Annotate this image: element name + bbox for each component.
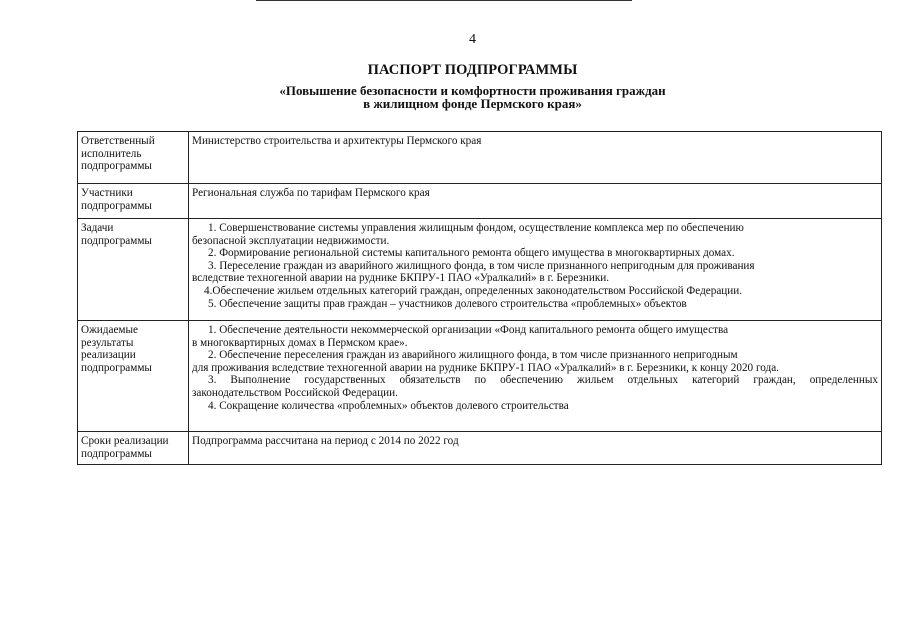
subtitle-line-2: в жилищном фонде Пермского края» [363,96,582,111]
task-item-3: 3. Переселение граждан из аварийного жилищного фонда, в том числе признанного непригодным для проживания [208,259,755,272]
task-item-4: 4.Обеспечение жильем отдельных категорий граждан, определенных законодательством Российской Федерации. [204,284,743,297]
task-item-1-cont: безопасной эксплуатации недвижимости. [192,234,390,247]
row-label-responsible: Ответственный исполнитель подпрограммы [78,132,189,184]
row-content-results [189,321,882,432]
row-content-tasks [189,219,882,321]
top-rule [256,0,632,1]
result-item-1-cont: в многоквартирных домах в Пермском крае». [192,336,408,349]
result-item-4: 4. Сокращение количества «проблемных» объектов долевого строительства [208,399,569,412]
task-item-2: 2. Формирование региональной системы капитального ремонта общего имущества в многоквартирных домах. [208,247,735,260]
row-label-tasks: Задачи подпрограммы [78,219,189,321]
row-content-responsible: Министерство строительства и архитектуры Пермского края [189,132,882,184]
row-label-timeline: Сроки реализации подпрограммы [78,432,189,465]
row-content-timeline: Подпрограмма рассчитана на период с 2014 по 2022 год [189,432,882,465]
result-item-2: 2. Обеспечение переселения граждан из аварийного жилищного фонда, в том числе признанного непригодным [208,349,738,362]
table-row-participants [78,184,882,219]
task-item-3-cont: вследствие техногенной аварии на руднике БКПРУ-1 ПАО «Уралкалий» в г. Березники. [192,272,610,285]
row-content-participants: Региональная служба по тарифам Пермского края [189,184,882,219]
result-item-3-cont: законодательством Российской Федерации. [192,386,398,399]
row-label-results: Ожидаемые результаты реализации подпрограммы [78,321,189,432]
result-item-3: 3. Выполнение государственных обязательств по обеспечению жильем отдельных категорий граждан, определенных [208,374,878,387]
result-item-1: 1. Обеспечение деятельности некоммерческой организации «Фонд капитального ремонта общего имущества [208,324,729,336]
table-row-tasks [78,219,882,321]
table-row-results [78,321,882,432]
document-subtitle [0,84,905,110]
page-number: 4 [469,32,476,47]
task-item-1: 1. Совершенствование системы управления жилищным фондом, осуществление комплекса мер по обеспечению [208,222,744,234]
table-row-responsible [78,132,882,184]
result-item-2-cont: для проживания вследствие техногенной аварии на руднике БКПРУ-1 ПАО «Уралкалий» в г. Березники, к концу 2020 года. [192,361,779,374]
document-title: ПАСПОРТ ПОДПРОГРАММЫ [367,62,578,78]
subtitle-line-1: «Повышение безопасности и комфортности проживания граждан [279,83,666,98]
row-label-participants: Участники подпрограммы [78,184,189,219]
task-item-5: 5. Обеспечение защиты прав граждан – участников долевого строительства «проблемных» объектов [208,297,687,310]
table-row-timeline [78,432,882,465]
passport-table [77,131,882,465]
